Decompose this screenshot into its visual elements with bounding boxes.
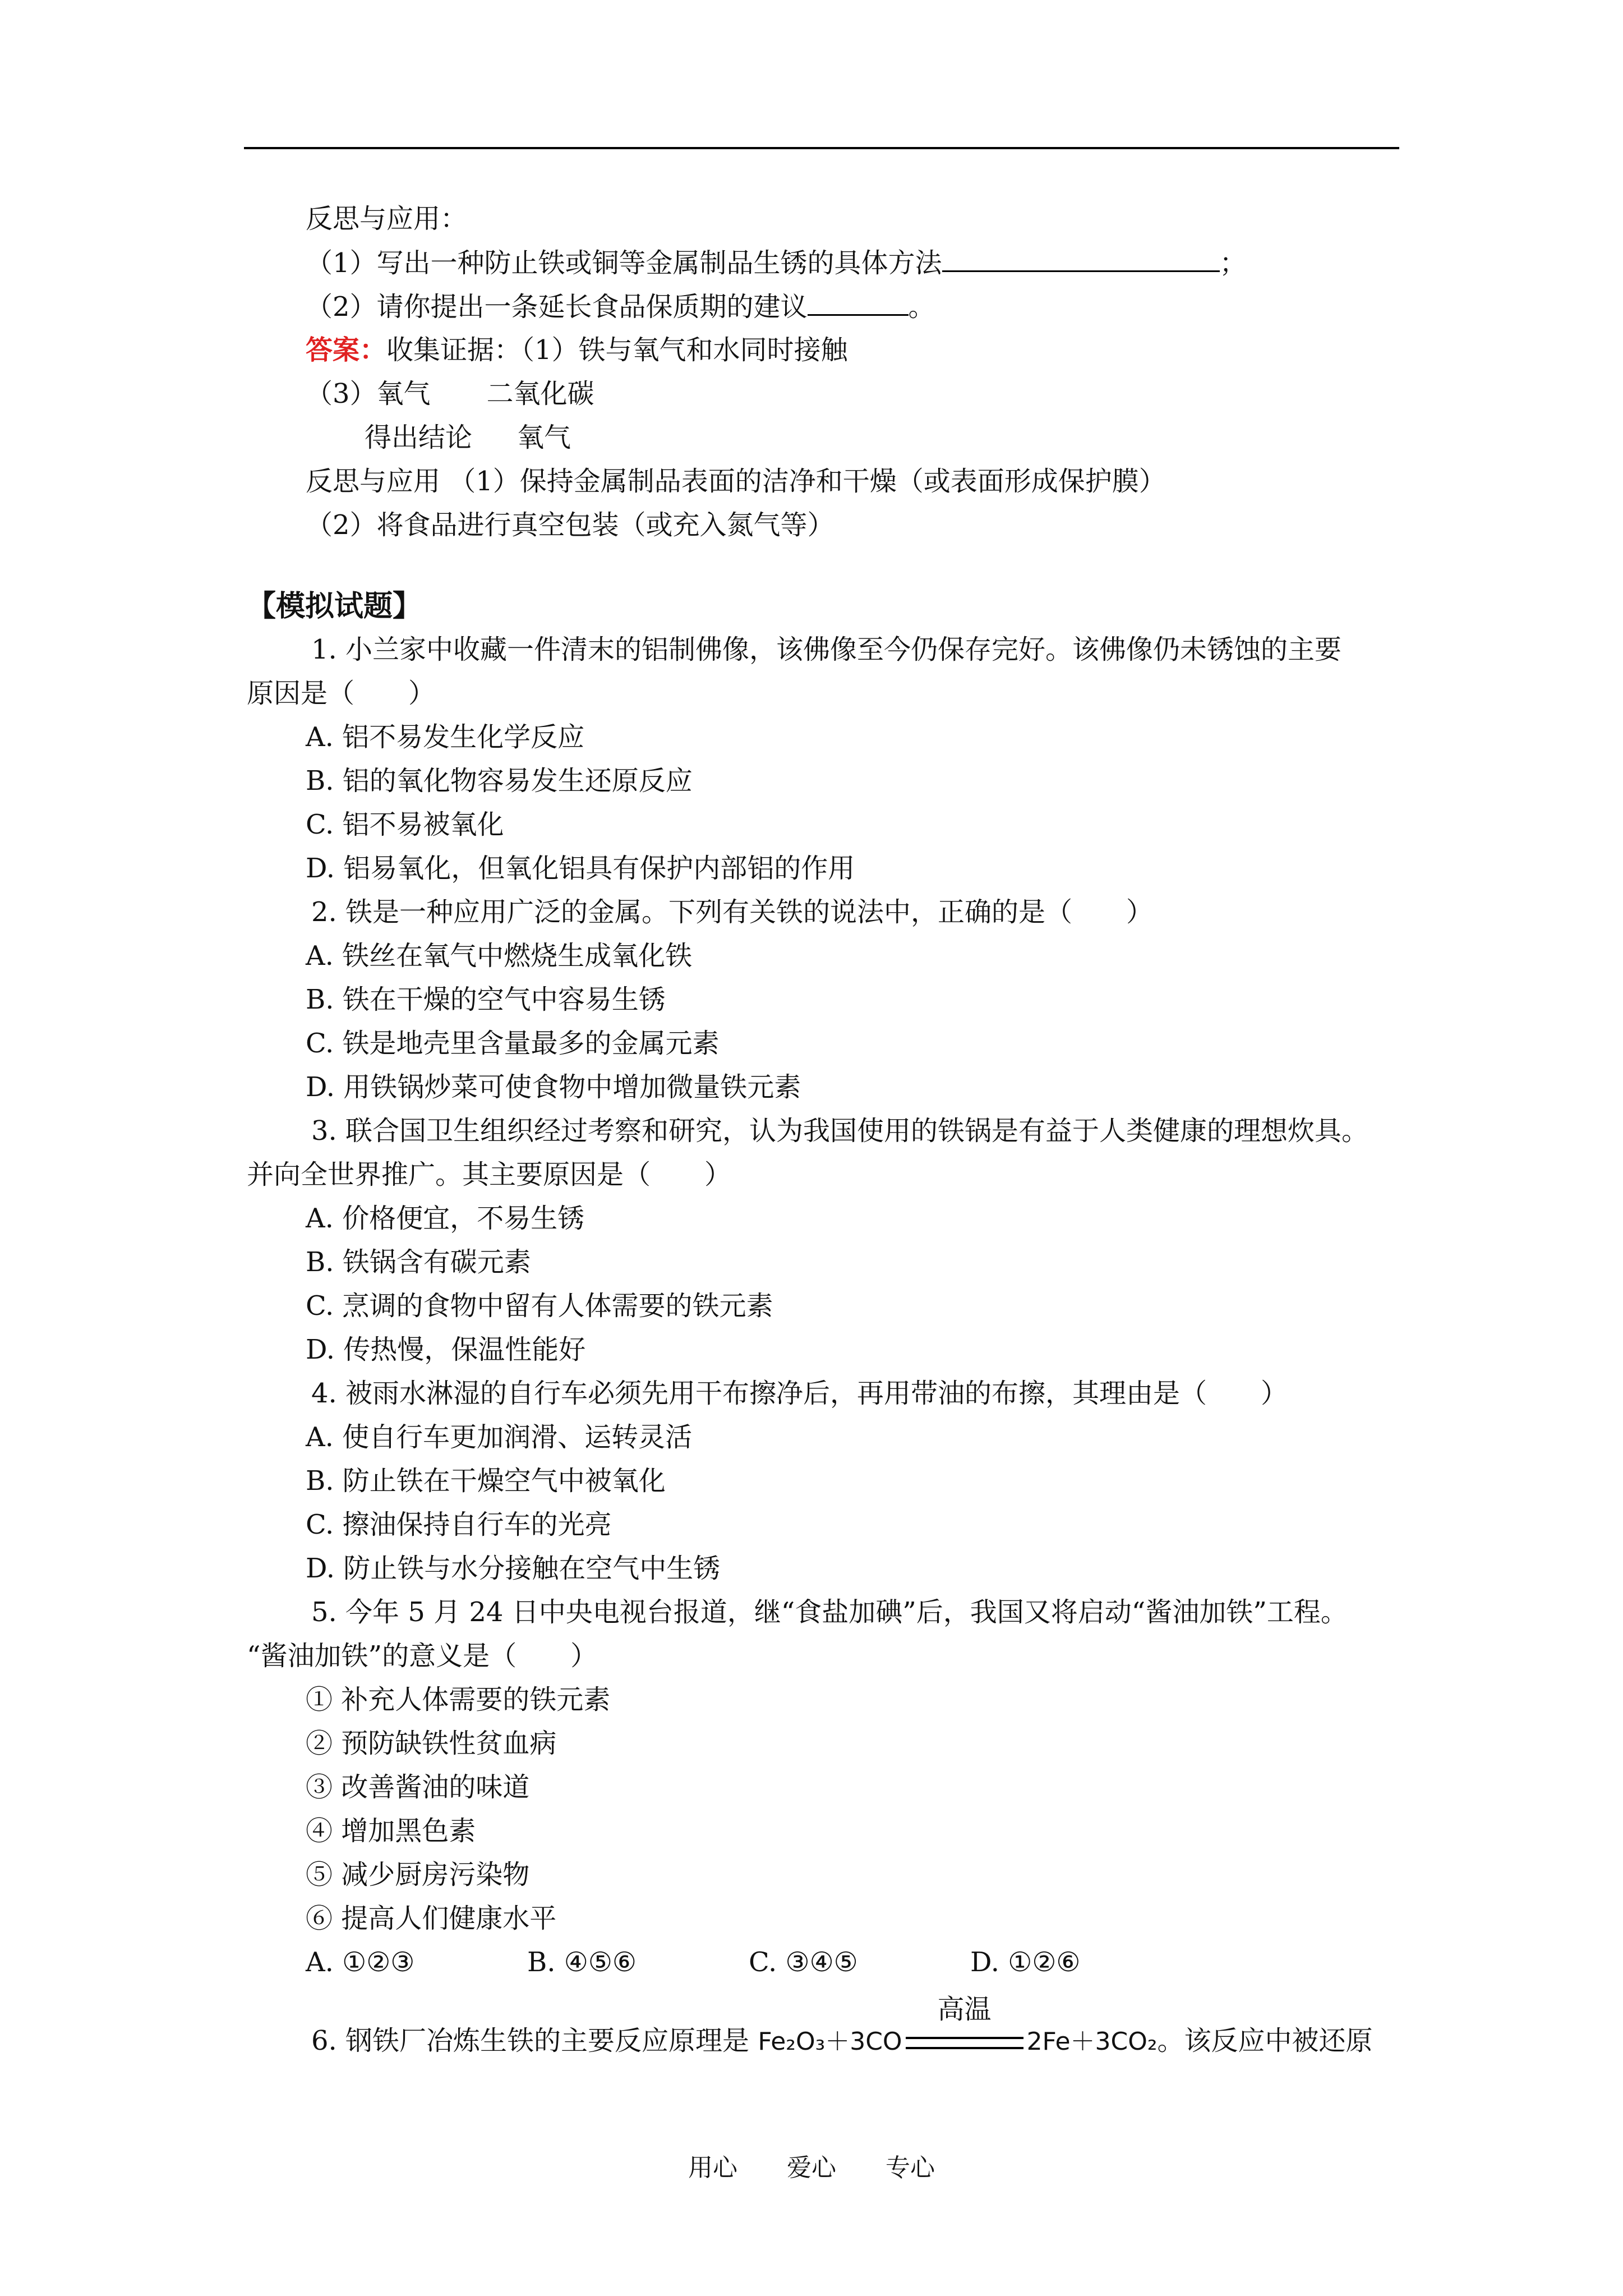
answer-blank[interactable]: [942, 241, 1220, 272]
question-4-option-a[interactable]: A. 使自行车更加润滑、运转灵活: [306, 1421, 693, 1453]
answer-line-5: （2）将食品进行真空包装（或充入氮气等）: [306, 509, 834, 541]
answer-line-1: 答案：收集证据：（1）铁与氧气和水同时接触: [306, 334, 848, 366]
question-3-option-b[interactable]: B. 铁锅含有碳元素: [306, 1246, 531, 1278]
question-5-item-1: ① 补充人体需要的铁元素: [306, 1684, 611, 1715]
page-footer: 用心 爱心 专心: [688, 2154, 935, 2182]
reflect-q2: （2）请你提出一条延长食品保质期的建议 。: [306, 285, 935, 328]
answer-line-3: 得出结论 氧气: [365, 422, 571, 453]
question-3-option-d[interactable]: D. 传热慢，保温性能好: [306, 1334, 586, 1365]
question-1-stem: 1. 小兰家中收藏一件清末的铝制佛像，该佛像至今仍保存完好。该佛像仍未锈蚀的主要: [311, 634, 1342, 665]
header-rule: [244, 147, 1399, 149]
reaction-condition: 高温: [902, 2021, 1027, 2063]
question-5-choice-b[interactable]: B. ④⑤⑥: [527, 1947, 637, 1978]
question-5-item-2: ② 预防缺铁性贫血病: [306, 1728, 557, 1759]
answer-blank[interactable]: [808, 285, 909, 316]
question-3-stem-cont: 并向全世界推广。其主要原因是（ ）: [247, 1159, 732, 1190]
section-title: 【模拟试题】: [247, 589, 422, 623]
answer-label: 答案：: [306, 334, 387, 366]
question-2-option-c[interactable]: C. 铁是地壳里含量最多的金属元素: [306, 1028, 720, 1059]
question-2-option-d[interactable]: D. 用铁锅炒菜可使食物中增加微量铁元素: [306, 1071, 801, 1103]
question-4-option-d[interactable]: D. 防止铁与水分接触在空气中生锈: [306, 1553, 721, 1584]
question-5-item-5: ⑤ 减少厨房污染物: [306, 1859, 530, 1890]
question-5-choice-d[interactable]: D. ①②⑥: [970, 1947, 1081, 1978]
question-4-stem: 4. 被雨水淋湿的自行车必须先用干布擦净后，再用带油的布擦，其理由是（ ）: [311, 1378, 1288, 1409]
question-5-choice-c[interactable]: C. ③④⑤: [749, 1947, 858, 1978]
question-5-choice-a[interactable]: A. ①②③: [306, 1947, 415, 1978]
question-1-option-c[interactable]: C. 铝不易被氧化: [306, 809, 504, 840]
question-3-stem: 3. 联合国卫生组织经过考察和研究，认为我国使用的铁锅是有益于人类健康的理想炊具。: [311, 1115, 1369, 1147]
question-3-option-a[interactable]: A. 价格便宜，不易生锈: [306, 1203, 585, 1234]
question-1-stem-cont: 原因是（ ）: [247, 678, 436, 709]
question-2-stem: 2. 铁是一种应用广泛的金属。下列有关铁的说法中，正确的是（ ）: [311, 896, 1154, 928]
question-5-item-4: ④ 增加黑色素: [306, 1815, 476, 1847]
question-3-option-c[interactable]: C. 烹调的食物中留有人体需要的铁元素: [306, 1290, 773, 1322]
question-1-option-a[interactable]: A. 铝不易发生化学反应: [306, 721, 585, 753]
reflect-title: 反思与应用：: [306, 203, 468, 234]
question-5-item-6: ⑥ 提高人们健康水平: [306, 1903, 557, 1934]
answer-line-4: 反思与应用 （1）保持金属制品表面的洁净和干燥（或表面形成保护膜）: [306, 466, 1166, 497]
reflect-q1: （1）写出一种防止铁或铜等金属制品生锈的具体方法 ；: [306, 241, 1247, 284]
question-6-stem: 6. 钢铁厂冶炼生铁的主要反应原理是 Fe₂O₃＋3CO 高温 2Fe＋3CO₂。该反应中被还原: [311, 2019, 1373, 2062]
question-2-option-b[interactable]: B. 铁在干燥的空气中容易生锈: [306, 984, 666, 1015]
question-1-option-d[interactable]: D. 铝易氧化，但氧化铝具有保护内部铝的作用: [306, 853, 855, 884]
chemical-equation: Fe₂O₃＋3CO 高温 2Fe＋3CO₂: [758, 2021, 1157, 2063]
question-4-option-b[interactable]: B. 防止铁在干燥空气中被氧化: [306, 1465, 666, 1497]
question-4-option-c[interactable]: C. 擦油保持自行车的光亮: [306, 1509, 612, 1540]
question-5-item-3: ③ 改善酱油的味道: [306, 1772, 530, 1803]
question-5-stem-cont: “酱油加铁”的意义是（ ）: [247, 1640, 598, 1672]
answer-line-2: （3）氧气 二氧化碳: [306, 378, 594, 409]
question-5-stem: 5. 今年 5 月 24 日中央电视台报道，继“食盐加碘”后，我国又将启动“酱油加铁”工程。: [311, 1596, 1348, 1628]
question-2-option-a[interactable]: A. 铁丝在氧气中燃烧生成氧化铁: [306, 940, 693, 972]
question-1-option-b[interactable]: B. 铝的氧化物容易发生还原反应: [306, 765, 693, 797]
double-bar-icon: [906, 2037, 1023, 2049]
